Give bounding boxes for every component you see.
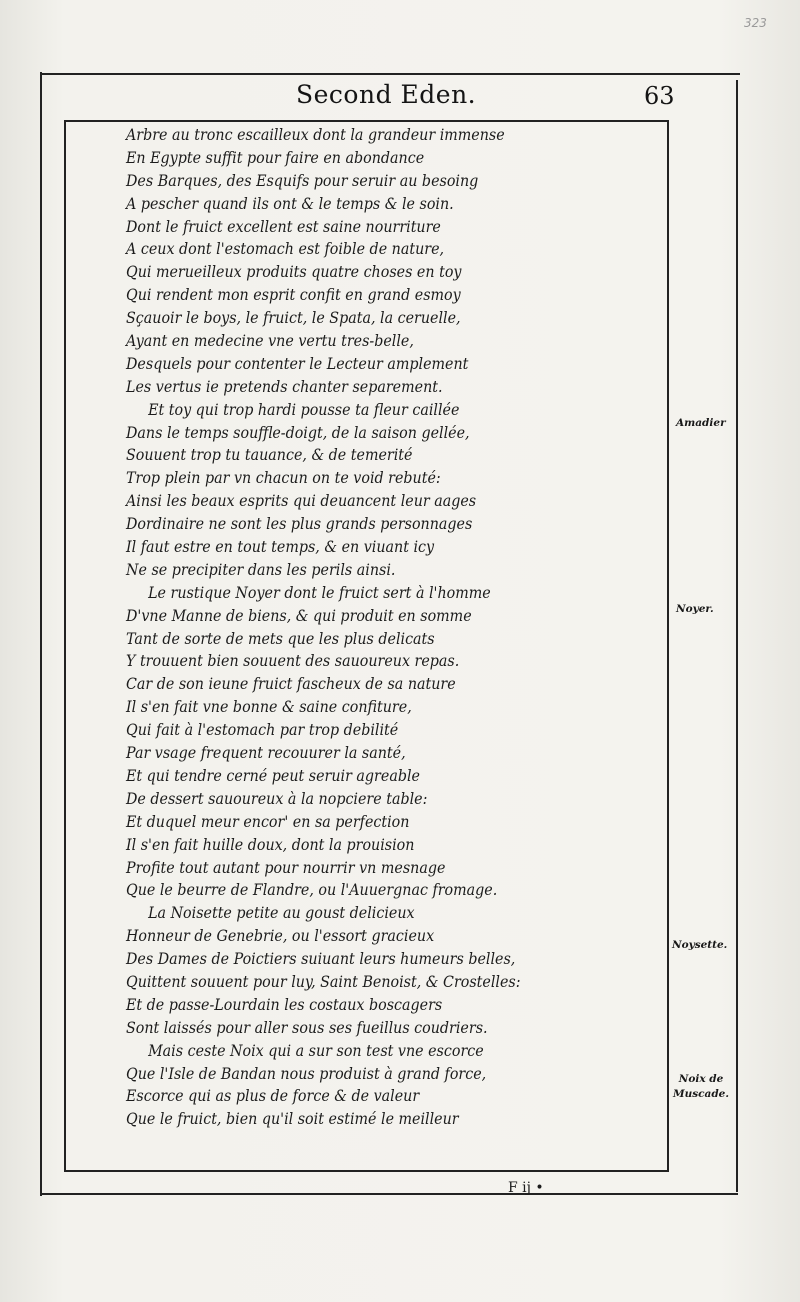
verse-line: Et de passe-Lourdain les costaux boscagers — [126, 995, 443, 1014]
verse-line: Arbre au tronc escailleux dont la grandeur immense — [126, 126, 505, 144]
verse-line: Qui rendent mon esprit confit en grand esmoy — [126, 286, 461, 305]
verse-line: Honneur de Genebrie, ou l'essort gracieux — [126, 927, 435, 946]
verse-line: A pescher quand ils ont & le temps & le soin. — [126, 194, 454, 213]
verse-line: La Noisette petite au goust delicieux — [148, 904, 415, 923]
verse-line: Il faut estre en tout temps, & en viuant icy — [126, 538, 435, 557]
frame-outer-left — [40, 72, 42, 1196]
signature-mark: F ij • — [508, 1180, 544, 1196]
verse-line: Y trouuent bien souuent des sauoureux repas. — [126, 652, 460, 671]
verse-line: Que le fruict, bien qu'il soit estimé le meilleur — [126, 1110, 459, 1129]
verse-line: Qui merueilleux produits quatre choses en toy — [126, 263, 462, 282]
verse-line: Par vsage frequent recouurer la santé, — [126, 744, 406, 763]
verse-line: Et toy qui trop hardi pousse ta fleur caillée — [148, 400, 460, 419]
marginal-note-noysette: Noysette. — [672, 939, 728, 951]
frame-inner-bottom — [64, 1170, 669, 1172]
verse-line: En Egypte suffit pour faire en abondance — [126, 148, 425, 167]
verse-line: Mais ceste Noix qui a sur son test vne escorce — [148, 1041, 484, 1060]
frame-inner-right — [667, 120, 669, 1172]
marginal-note-muscade — [672, 1072, 730, 1102]
verse-line: Profite tout autant pour nourrir vn mesnage — [126, 858, 446, 877]
verse-line: Que le beurre de Flandre, ou l'Auuergnac fromage. — [126, 881, 498, 900]
verse-line: Dont le fruict excellent est saine nourriture — [126, 217, 441, 236]
verse-line: Dans le temps souffle-doigt, de la saison gellée, — [126, 423, 470, 442]
verse-line: Quittent souuent pour luy, Saint Benoist, & Crostelles: — [126, 972, 521, 991]
verse-line: Desquels pour contenter le Lecteur amplement — [126, 354, 469, 373]
verse-line: Tant de sorte de mets que les plus delicats — [126, 629, 435, 648]
verse-line: A ceux dont l'estomach est foible de nature, — [126, 240, 445, 259]
frame-inner-top — [64, 120, 669, 122]
verse-line: D'vne Manne de biens, & qui produit en somme — [126, 606, 472, 625]
verse-text — [126, 124, 666, 1131]
archive-number: 323 — [744, 16, 767, 30]
verse-line: Car de son ieune fruict fascheux de sa nature — [126, 675, 456, 694]
frame-outer-right — [736, 80, 738, 1192]
verse-line: Il s'en fait huille doux, dont la prouision — [126, 835, 415, 854]
page-number: 63 — [644, 82, 675, 110]
verse-line: Trop plein par vn chacun on te void rebuté: — [126, 469, 441, 488]
frame-inner-left — [64, 120, 66, 1172]
verse-line: Et qui tendre cerné peut seruir agreable — [126, 766, 420, 785]
verse-line: Les vertus ie pretends chanter separement. — [126, 377, 443, 396]
verse-line: Souuent trop tu tauance, & de temerité — [126, 446, 413, 465]
verse-line: Sont laissés pour aller sous ses fueillus coudriers. — [126, 1018, 488, 1037]
verse-line: Et duquel meur encor' en sa perfection — [126, 812, 410, 831]
marginal-note-muscade-line-1: Noix de — [678, 1073, 724, 1085]
verse-line: Dordinaire ne sont les plus grands personnages — [126, 515, 473, 534]
frame-outer-bottom — [40, 1193, 738, 1195]
verse-line: De dessert sauoureux à la nopciere table: — [126, 789, 428, 808]
verse-line: Ne se precipiter dans les perils ainsi. — [126, 560, 396, 579]
verse-line: Sçauoir le boys, le fruict, le Spata, la ceruelle, — [126, 309, 461, 328]
frame-outer-top — [40, 73, 740, 75]
verse-line: Des Dames de Poictiers suiuant leurs humeurs belles, — [126, 950, 516, 969]
marginal-note-noyer: Noyer. — [676, 603, 714, 615]
verse-line: Des Barques, des Esquifs pour seruir au besoing — [126, 171, 479, 190]
verse-line: Escorce qui as plus de force & de valeur — [126, 1087, 420, 1106]
verse-line: Que l'Isle de Bandan nous produist à grand force, — [126, 1064, 487, 1083]
verse-line: Qui fait à l'estomach par trop debilité — [126, 721, 399, 740]
marginal-note-amadier: Amadier — [676, 417, 726, 429]
verse-line: Le rustique Noyer dont le fruict sert à l'homme — [148, 583, 491, 602]
running-head: Second Eden. — [296, 80, 477, 109]
marginal-note-muscade-line-2: Muscade. — [672, 1088, 730, 1100]
verse-line: Ainsi les beaux esprits qui deuancent leur aages — [126, 492, 477, 511]
verse-line: Ayant en medecine vne vertu tres-belle, — [126, 332, 414, 351]
verse-line: Il s'en fait vne bonne & saine confiture, — [126, 698, 412, 717]
